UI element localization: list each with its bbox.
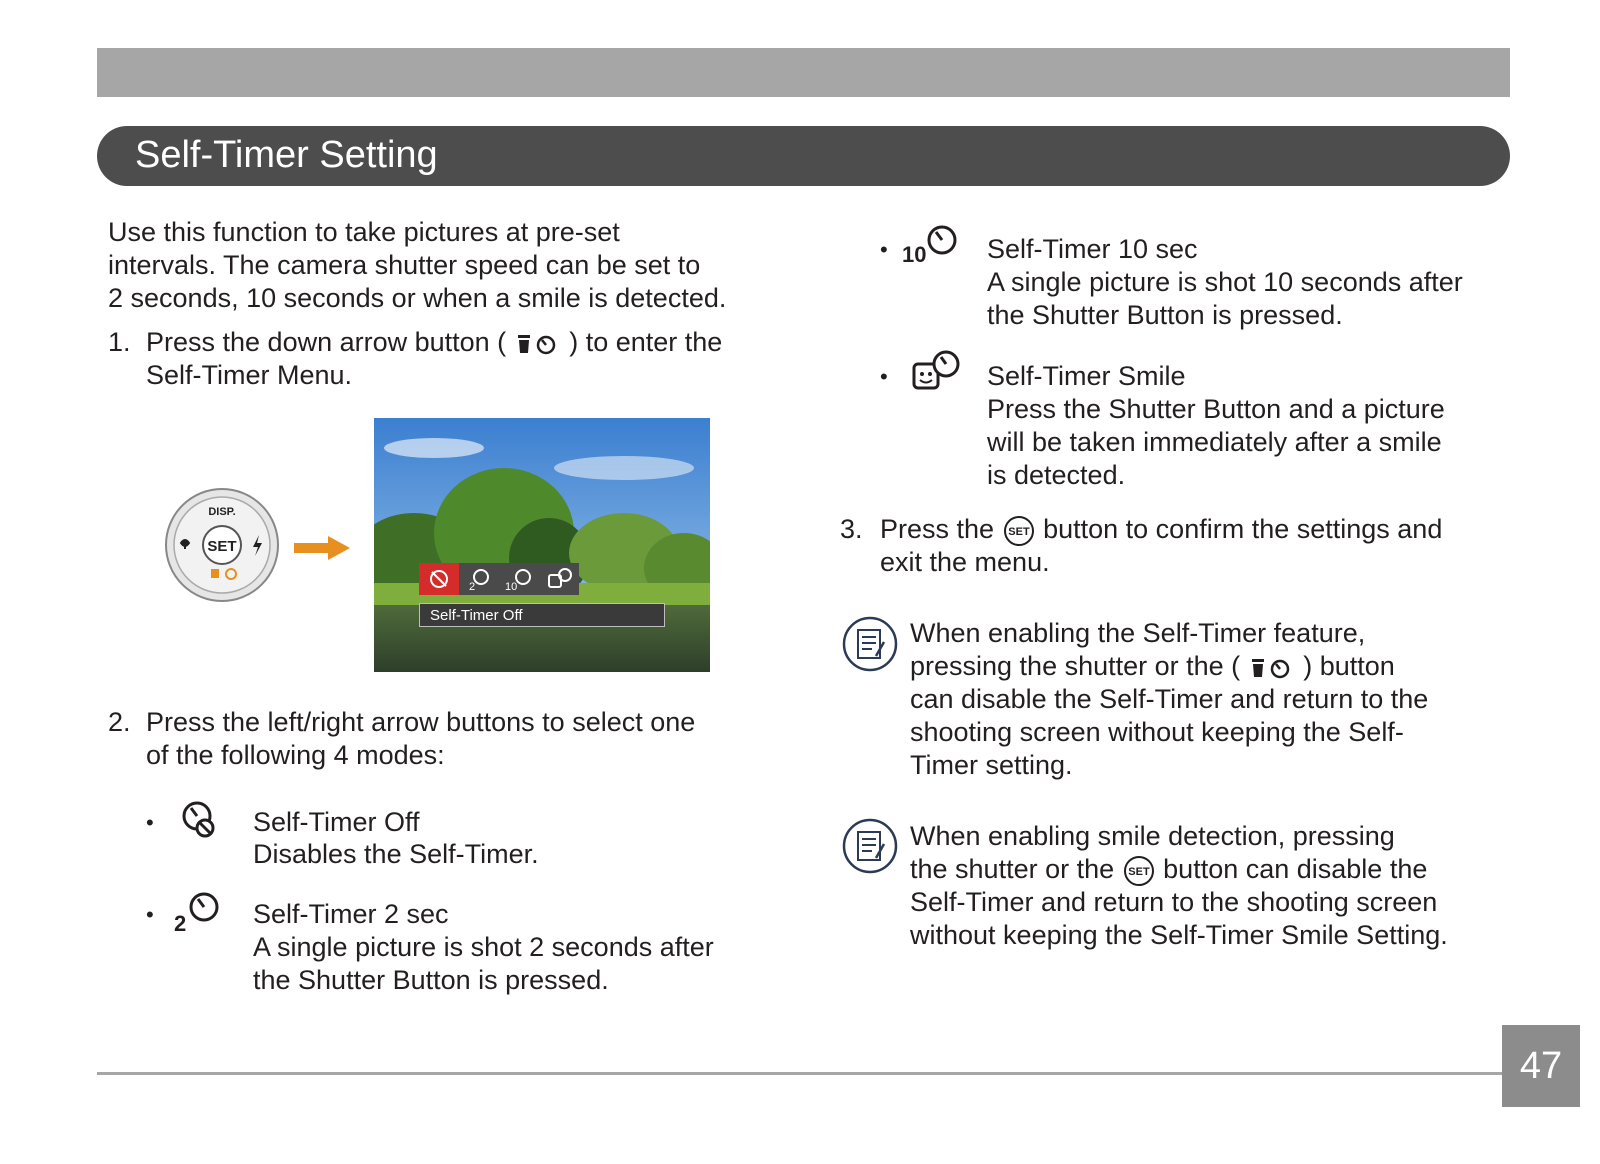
note-1-text-pre: pressing the shutter or the ( [910,651,1241,681]
self-timer-off-icon [419,563,459,595]
mode-2sec-desc-2: the Shutter Button is pressed. [253,965,609,995]
trash-timer-icon [514,332,562,356]
note-1-line-3: can disable the Self-Timer and return to the [910,684,1429,714]
note-2-line-3: Self-Timer and return to the shooting screen [910,887,1438,917]
screen-menu-label: Self-Timer Off [419,603,665,627]
note-1-line-4: shooting screen without keeping the Self- [910,717,1404,747]
svg-text:10: 10 [505,581,518,593]
dial-disp-label: DISP. [208,506,236,518]
svg-text:10: 10 [902,242,927,266]
intro-line-2: intervals. The camera shutter speed can be set to [108,250,701,280]
note-1-text-post: ) button [1303,651,1395,681]
step-3-text-pre: Press the [880,514,995,544]
note-2-line-2 [910,853,1427,887]
step-3-text-post: button to confirm the settings and [1043,514,1443,544]
self-timer-smile-icon [910,348,964,396]
note-icon [842,818,898,874]
mode-10sec-desc-2: the Shutter Button is pressed. [987,300,1343,330]
self-timer-10sec-icon [499,563,539,595]
set-button-label: SET [1127,865,1150,878]
step-3-number: 3. [840,514,863,544]
footer-rule [97,1072,1502,1075]
step-2-line-2: of the following 4 modes: [146,740,445,770]
page-number: 47 [1519,1045,1563,1087]
mode-10sec-title: Self-Timer 10 sec [987,234,1198,264]
step-2-line-1: Press the left/right arrow buttons to select one [146,707,696,737]
mode-smile-title: Self-Timer Smile [987,361,1186,391]
bullet: • [880,237,888,262]
note-2-text-pre: the shutter or the [910,854,1115,884]
page-number-box [1502,1025,1580,1107]
self-timer-2sec-icon [172,887,226,935]
self-timer-10sec-icon [902,222,960,266]
mode-smile-tile [539,563,579,595]
section-title-bar [97,126,1510,186]
note-1-line-5: Timer setting. [910,750,1073,780]
intro-line-3: 2 seconds, 10 seconds or when a smile is detected. [108,283,727,313]
page-title: Self-Timer Setting [135,134,438,176]
set-button-icon [1002,515,1036,547]
mode-smile-desc-2: will be taken immediately after a smile [987,427,1442,457]
bullet: • [146,810,154,835]
camera-screen-image [374,418,710,672]
note-1-line-2 [910,650,1395,683]
self-timer-mode-bar [419,563,581,595]
bullet: • [146,902,154,927]
mode-2sec-desc-1: A single picture is shot 2 seconds after [253,932,714,962]
note-1-line-1: When enabling the Self-Timer feature, [910,618,1366,648]
step-1-text-pre: Press the down arrow button ( [146,327,507,357]
step-1-text-post: ) to enter the [569,327,723,357]
landscape-photo [374,418,710,672]
mode-10sec-tile [499,563,540,595]
step-2-number: 2. [108,707,131,737]
mode-smile-desc-1: Press the Shutter Button and a picture [987,394,1445,424]
set-button-icon [1122,855,1156,887]
mode-off-title: Self-Timer Off [253,807,420,837]
header-band [97,48,1510,97]
svg-text:2: 2 [174,911,187,935]
svg-text:2: 2 [469,581,476,593]
step-3-line-2: exit the menu. [880,547,1050,577]
step-1-line-2: Self-Timer Menu. [146,360,353,390]
bullet: • [880,364,888,389]
step-3-line-1 [880,513,1442,547]
mode-2sec-tile [459,563,500,595]
mode-10sec-desc-1: A single picture is shot 10 seconds after [987,267,1463,297]
mode-smile-desc-3: is detected. [987,460,1126,490]
note-2-line-1: When enabling smile detection, pressing [910,821,1395,851]
self-timer-off-icon [175,796,219,840]
step-1-number: 1. [108,327,131,357]
self-timer-smile-icon [539,563,579,595]
orange-arrow-icon [294,534,350,562]
note-icon [842,616,898,672]
mode-off-tile [419,563,460,595]
mode-2sec-title: Self-Timer 2 sec [253,899,449,929]
dial-set-label: SET [207,538,237,555]
trash-timer-icon [1248,656,1296,680]
set-button-label: SET [1007,525,1030,538]
control-dial [163,487,281,603]
intro-line-1: Use this function to take pictures at pre-set [108,217,620,247]
mode-off-desc-1: Disables the Self-Timer. [253,839,539,869]
note-2-text-post: button can disable the [1163,854,1428,884]
step-1-line-1 [146,326,722,359]
self-timer-2sec-icon [459,563,499,595]
dial-trash-icon [211,569,219,578]
note-2-line-4: without keeping the Self-Timer Smile Setting. [910,920,1448,950]
